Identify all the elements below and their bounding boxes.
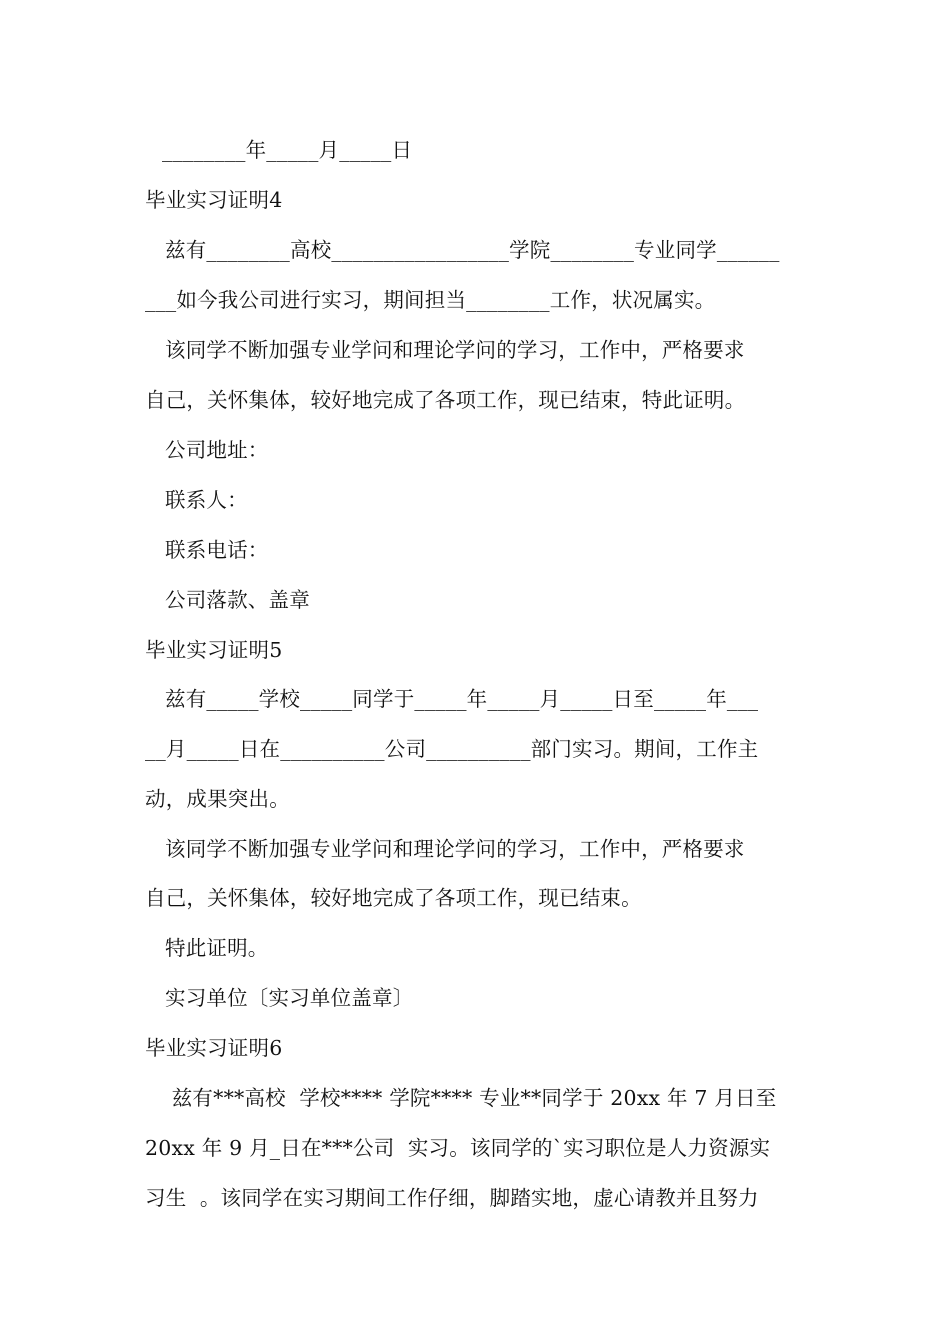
paragraph-line: __月_____日在__________公司__________部门实习。期间，工作主 <box>145 737 759 761</box>
section-heading-6: 毕业实习证明6 <box>145 1036 283 1060</box>
section-heading-4: 毕业实习证明4 <box>145 188 283 212</box>
section-heading-5: 毕业实习证明5 <box>145 638 283 662</box>
paragraph-line: 该同学不断加强专业学问和理论学问的学习，工作中，严格要求 <box>165 837 745 861</box>
contact-person-label: 联系人： <box>165 488 248 512</box>
paragraph-line: 习生 。该同学在实习期间工作仔细，脚踏实地，虚心请教并且努力 <box>145 1186 759 1210</box>
paragraph-line: 20xx 年 9 月_日在***公司 实习。该同学的`实习职位是人力资源实 <box>145 1136 771 1160</box>
paragraph-line: 该同学不断加强专业学问和理论学问的学习，工作中，严格要求 <box>165 338 745 362</box>
paragraph-line: 兹有_____学校_____同学于_____年_____月_____日至_____年___ <box>165 687 759 711</box>
paragraph-line: 动，成果突出。 <box>145 787 290 811</box>
internship-unit-line: 实习单位〔实习单位盖章〕 <box>165 986 414 1010</box>
paragraph-line: 兹有________高校_________________学院________专业同学______ <box>165 238 780 262</box>
date-line: ________年_____月_____日 <box>162 138 413 162</box>
company-address-label: 公司地址： <box>165 438 269 462</box>
company-signature-label: 公司落款、盖章 <box>165 588 310 612</box>
paragraph-line: 自己，关怀集体，较好地完成了各项工作，现已结束。 <box>145 886 642 910</box>
paragraph-line: 自己，关怀集体，较好地完成了各项工作，现已结束，特此证明。 <box>145 388 746 412</box>
paragraph-line: 兹有***高校 学校**** 学院**** 专业**同学于 20xx 年 7 月日至 <box>165 1086 777 1110</box>
paragraph-line: ___如今我公司进行实习，期间担当________工作，状况属实。 <box>145 288 716 312</box>
contact-phone-label: 联系电话： <box>165 538 269 562</box>
certification-line: 特此证明。 <box>165 936 269 960</box>
